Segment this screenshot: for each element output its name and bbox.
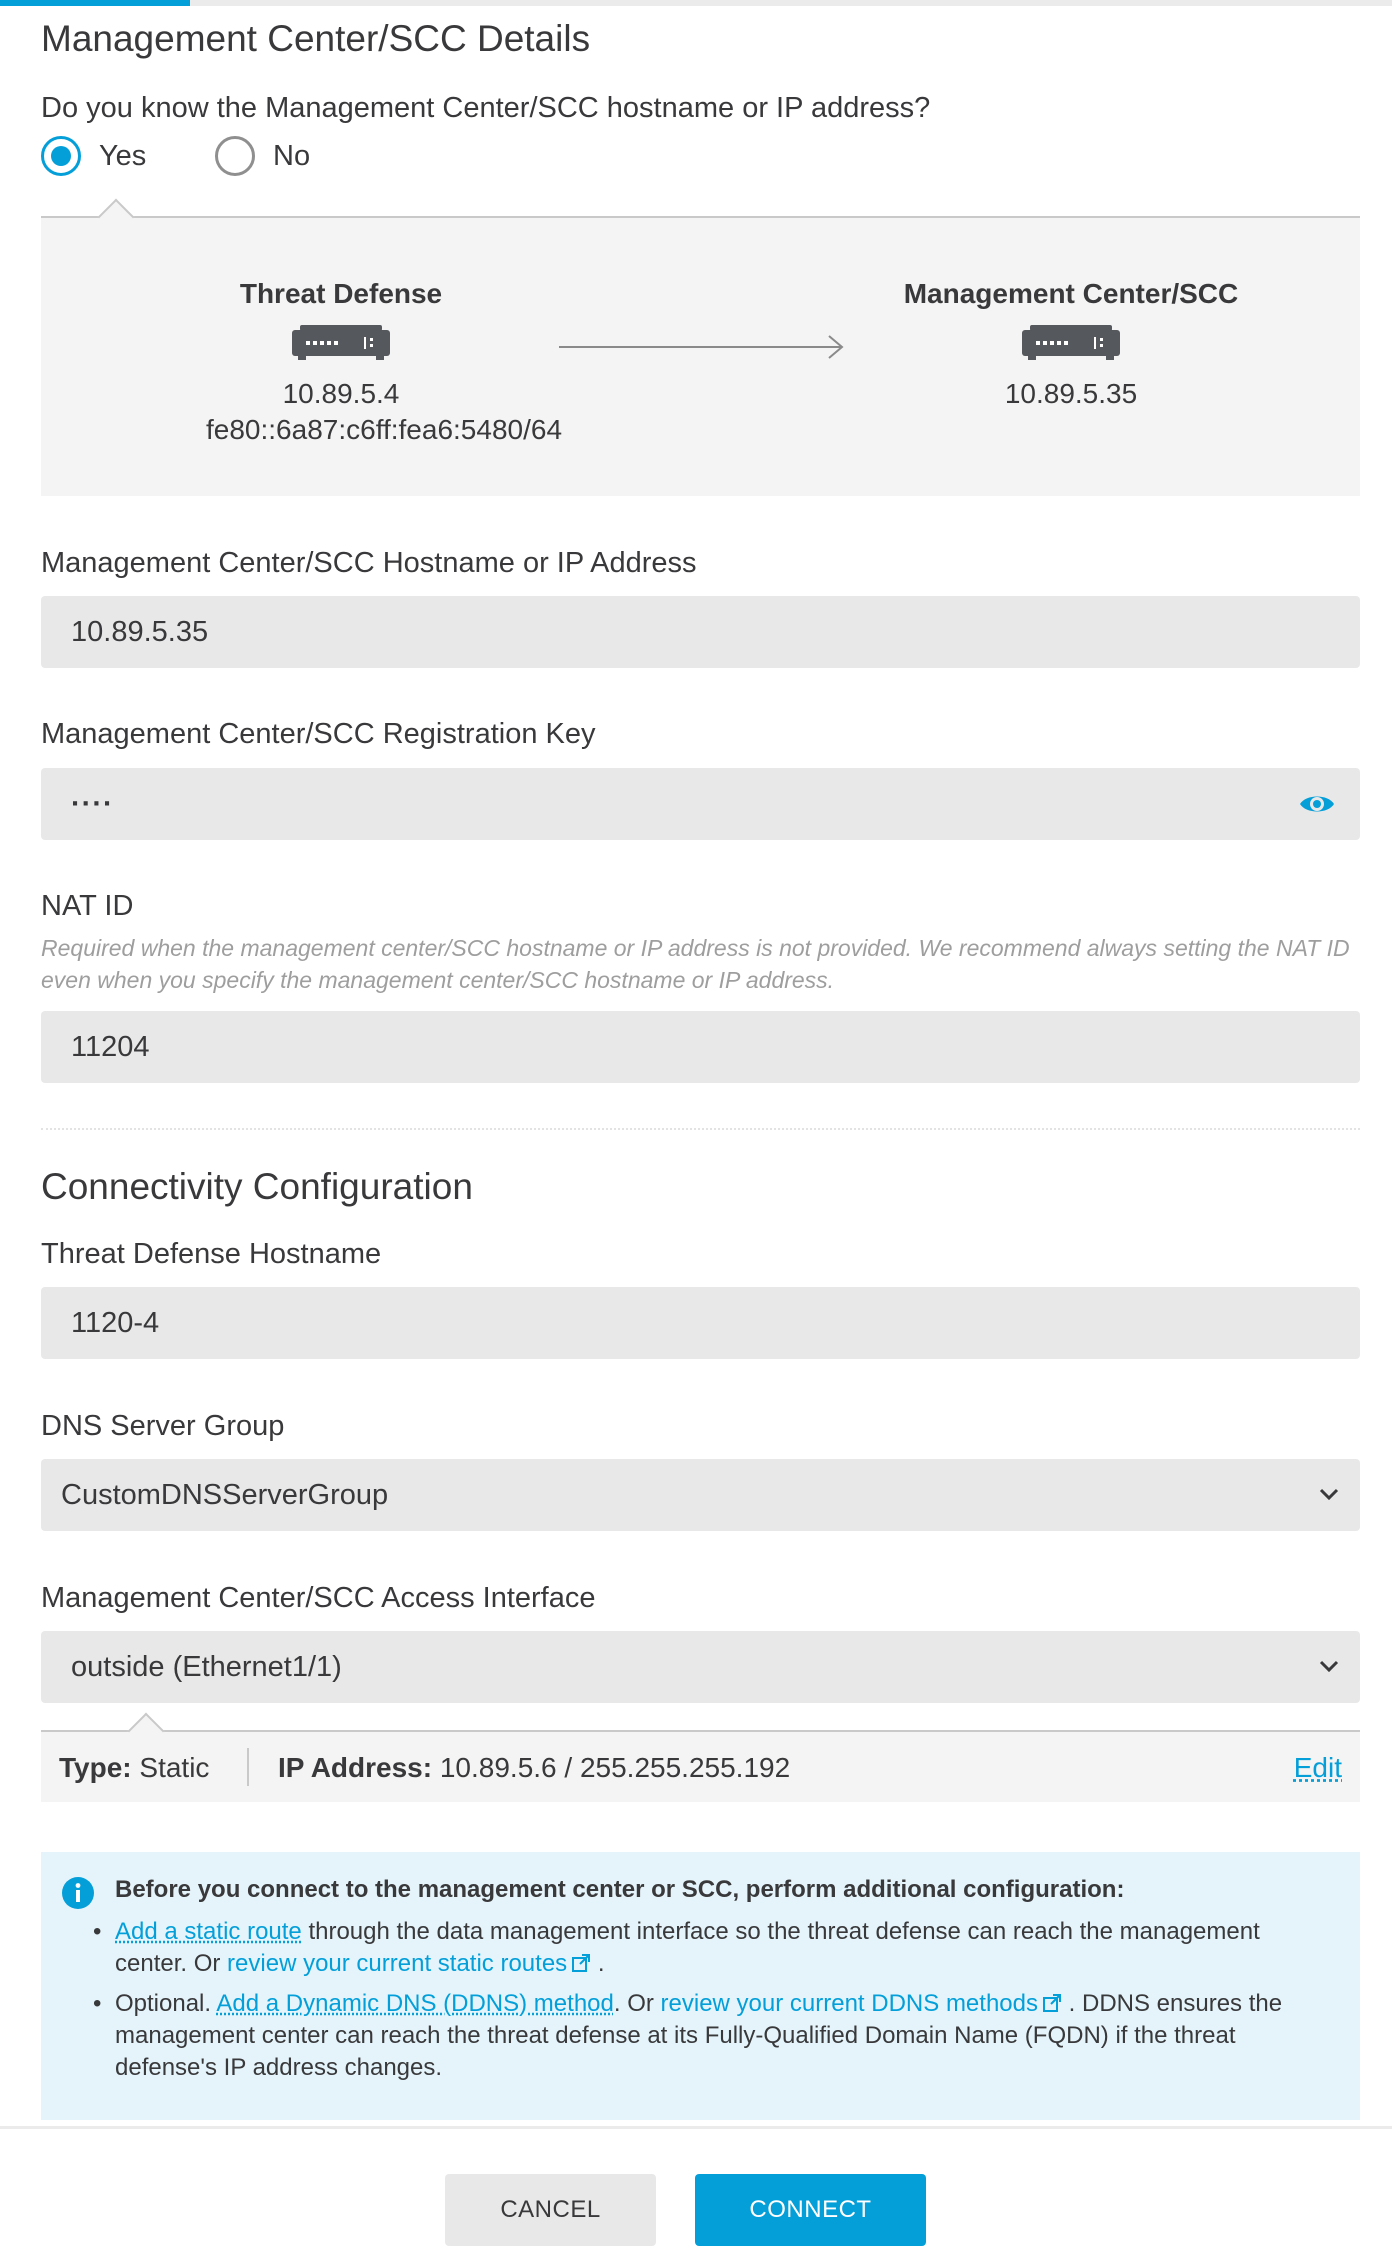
- dns-server-group-label: DNS Server Group: [41, 1410, 285, 1442]
- external-link-icon: [571, 1953, 591, 1973]
- additional-config-info-box: [41, 1852, 1360, 2120]
- review-static-routes-link[interactable]: [227, 1950, 591, 1977]
- chevron-down-icon: [1318, 1655, 1340, 1677]
- threat-defense-ipv6: fe80::6a87:c6ff:fea6:5480/64: [206, 414, 563, 445]
- radio-no-circle[interactable]: [215, 136, 255, 176]
- management-center-ip: 10.89.5.35: [1004, 378, 1138, 409]
- access-interface-select[interactable]: [41, 1631, 1360, 1703]
- radio-yes-circle[interactable]: [41, 136, 81, 176]
- registration-key-label: Management Center/SCC Registration Key: [41, 718, 596, 750]
- interface-info-separator: [247, 1748, 249, 1786]
- info-item-2-text-3: . DDNS ensures the management center can reach the threat defense at its Fully-Qualified Domain Name (FQDN) if the threat defense's IP address changes.: [115, 1990, 1283, 2081]
- management-center-node: [876, 278, 1266, 412]
- connection-diagram: [41, 216, 1360, 496]
- interface-type-key: Type:: [59, 1752, 132, 1783]
- nat-id-hint: Required when the management center/SCC hostname or IP address is not provided. We recommend always setting the NAT ID even when you specify the management center/SCC hostname or IP address.: [41, 935, 1350, 993]
- nat-id-input[interactable]: [41, 1011, 1360, 1083]
- registration-key-value: ····: [71, 787, 114, 820]
- interface-info-panel: [41, 1730, 1360, 1802]
- dns-server-group-select[interactable]: [41, 1459, 1360, 1531]
- arrow-right-icon: [557, 332, 847, 362]
- td-hostname-value: 1120-4: [71, 1306, 160, 1339]
- info-box-list: [115, 1916, 1335, 2092]
- review-ddns-methods-text: review your current DDNS methods: [660, 1990, 1038, 2017]
- diagram-notch: [98, 199, 135, 236]
- info-icon: [61, 1876, 95, 1910]
- radio-yes-label: Yes: [99, 139, 147, 172]
- radio-no[interactable]: [215, 136, 310, 176]
- nat-id-value: 11204: [71, 1030, 150, 1063]
- td-hostname-label: Threat Defense Hostname: [41, 1238, 382, 1270]
- access-interface-label: Management Center/SCC Access Interface: [41, 1582, 596, 1614]
- info-item-1-text-1: through the data management interface so the threat defense can reach the management center. Or: [115, 1918, 1260, 1977]
- hostname-input[interactable]: [41, 596, 1360, 668]
- hostname-label: Management Center/SCC Hostname or IP Address: [41, 547, 697, 579]
- nat-id-label: NAT ID: [41, 890, 134, 922]
- hostname-value: 10.89.5.35: [71, 615, 209, 648]
- hostname-known-question: Do you know the Management Center/SCC hostname or IP address?: [41, 92, 931, 124]
- dns-server-group-value: CustomDNSServerGroup: [61, 1478, 389, 1511]
- info-item-2-text-2: . Or: [613, 1990, 661, 2017]
- progress-bar-fill: [0, 0, 190, 6]
- interface-ip-key: IP Address:: [278, 1752, 433, 1783]
- progress-bar: [0, 0, 1392, 6]
- interface-type: [59, 1752, 209, 1784]
- review-ddns-methods-link[interactable]: [661, 1990, 1062, 2017]
- td-hostname-input[interactable]: [41, 1287, 1360, 1359]
- interface-type-value: Static: [139, 1752, 210, 1783]
- interface-ip-address: [278, 1752, 790, 1784]
- section-title-connectivity: Connectivity Configuration: [41, 1166, 473, 1207]
- network-device-icon: [1020, 324, 1122, 364]
- radio-no-label: No: [273, 139, 311, 172]
- info-item-static-route: [115, 1916, 1335, 1980]
- section-title-details: Management Center/SCC Details: [41, 18, 591, 59]
- radio-yes[interactable]: [41, 136, 146, 176]
- info-item-ddns: [115, 1988, 1335, 2084]
- interface-info-notch: [128, 1713, 165, 1750]
- add-ddns-method-link[interactable]: Add a Dynamic DNS (DDNS) method: [216, 1990, 614, 2017]
- connect-button[interactable]: CONNECT: [695, 2174, 926, 2246]
- eye-icon[interactable]: [1298, 790, 1336, 818]
- add-static-route-link[interactable]: Add a static route: [115, 1918, 302, 1945]
- info-item-2-text-1: Optional.: [115, 1990, 217, 2017]
- footer-divider: [0, 2126, 1392, 2129]
- external-link-icon: [1042, 1993, 1062, 2013]
- section-divider: [41, 1128, 1360, 1130]
- edit-interface-link[interactable]: Edit: [1293, 1752, 1342, 1783]
- info-item-1-text-2: .: [591, 1950, 605, 1977]
- cancel-button[interactable]: CANCEL: [445, 2174, 656, 2246]
- threat-defense-title: Threat Defense: [239, 278, 443, 309]
- management-center-title: Management Center/SCC: [903, 278, 1239, 309]
- info-box-title: Before you connect to the management center or SCC, perform additional configuration:: [115, 1876, 1125, 1903]
- network-device-icon: [290, 324, 392, 364]
- threat-defense-node: [206, 278, 563, 448]
- chevron-down-icon: [1318, 1483, 1340, 1505]
- registration-key-input[interactable]: [41, 768, 1360, 840]
- interface-ip-value: 10.89.5.6 / 255.255.255.192: [439, 1752, 791, 1783]
- threat-defense-ipv4: 10.89.5.4: [282, 378, 400, 409]
- access-interface-value: outside (Ethernet1/1): [71, 1650, 342, 1683]
- review-static-routes-text: review your current static routes: [227, 1950, 568, 1977]
